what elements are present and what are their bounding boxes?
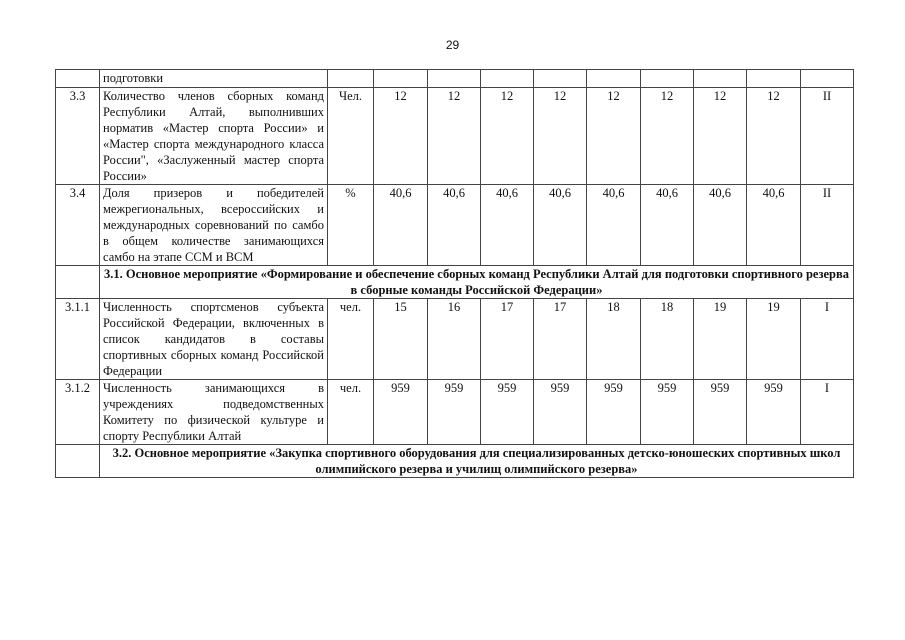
table-row [56, 380, 854, 445]
row-number: 3.3 [56, 88, 100, 185]
row-unit: чел. [328, 380, 374, 445]
row-value: 40,6 [534, 185, 587, 266]
row-description: Численность занимающихся в учреждениях подведомственных Комитету по физической культуре и спорту Республики Алтай [100, 380, 328, 445]
row-value: 19 [747, 299, 801, 380]
table-row-continued [56, 70, 854, 88]
row-description: Количество членов сборных команд Республики Алтай, выполнивших норматив «Мастер спорта России» и «Мастер спорта международного класса России", «Заслуженный мастер спорта России» [100, 88, 328, 185]
row-value: 18 [641, 299, 694, 380]
row-value: 959 [587, 380, 641, 445]
row-value: 16 [428, 299, 481, 380]
row-value: 12 [481, 88, 534, 185]
row-value: 40,6 [747, 185, 801, 266]
section-header-row [56, 445, 854, 478]
row-value: 959 [694, 380, 747, 445]
row-value: 12 [694, 88, 747, 185]
row-priority: II [801, 185, 854, 266]
row-value: 959 [534, 380, 587, 445]
row-description: подготовки [100, 70, 328, 88]
row-number: 3.1.1 [56, 299, 100, 380]
row-value: 40,6 [587, 185, 641, 266]
row-value: 959 [747, 380, 801, 445]
row-description: Доля призеров и победителей межрегиональных, всероссийских и международных соревнований по самбо в общем количестве занимающихся самбо на этапе ССМ и ВСМ [100, 185, 328, 266]
row-value: 17 [481, 299, 534, 380]
row-value: 40,6 [641, 185, 694, 266]
table-row [56, 88, 854, 185]
row-value: 40,6 [694, 185, 747, 266]
row-description: Численность спортсменов субъекта Российской Федерации, включенных в список кандидатов в составы спортивных сборных команд Российской Федерации [100, 299, 328, 380]
row-value: 40,6 [374, 185, 428, 266]
row-value: 12 [534, 88, 587, 185]
row-value: 15 [374, 299, 428, 380]
row-value: 959 [428, 380, 481, 445]
row-priority: I [801, 380, 854, 445]
row-priority: II [801, 88, 854, 185]
section-header-row [56, 266, 854, 299]
row-value: 18 [587, 299, 641, 380]
table-row [56, 185, 854, 266]
row-unit: чел. [328, 299, 374, 380]
row-unit: Чел. [328, 88, 374, 185]
page-number: 29 [445, 38, 460, 52]
row-value: 40,6 [481, 185, 534, 266]
row-value: 959 [641, 380, 694, 445]
section-title: 3.2. Основное мероприятие «Закупка спортивного оборудования для специализированных детско-юношеских спортивных школ олимпийского резерва и училищ олимпийского резерва» [100, 445, 854, 478]
row-value: 12 [747, 88, 801, 185]
row-value: 19 [694, 299, 747, 380]
row-value: 12 [641, 88, 694, 185]
row-value: 959 [374, 380, 428, 445]
row-priority: I [801, 299, 854, 380]
row-number: 3.4 [56, 185, 100, 266]
row-value: 17 [534, 299, 587, 380]
row-number: 3.1.2 [56, 380, 100, 445]
section-title: 3.1. Основное мероприятие «Формирование и обеспечение сборных команд Республики Алтай для подготовки спортивного резерва в сборные команды Российской Федерации» [100, 266, 854, 299]
indicators-table [55, 69, 854, 478]
row-value: 12 [374, 88, 428, 185]
row-value: 12 [587, 88, 641, 185]
row-value: 959 [481, 380, 534, 445]
row-unit: % [328, 185, 374, 266]
row-value: 12 [428, 88, 481, 185]
table-row [56, 299, 854, 380]
row-value: 40,6 [428, 185, 481, 266]
